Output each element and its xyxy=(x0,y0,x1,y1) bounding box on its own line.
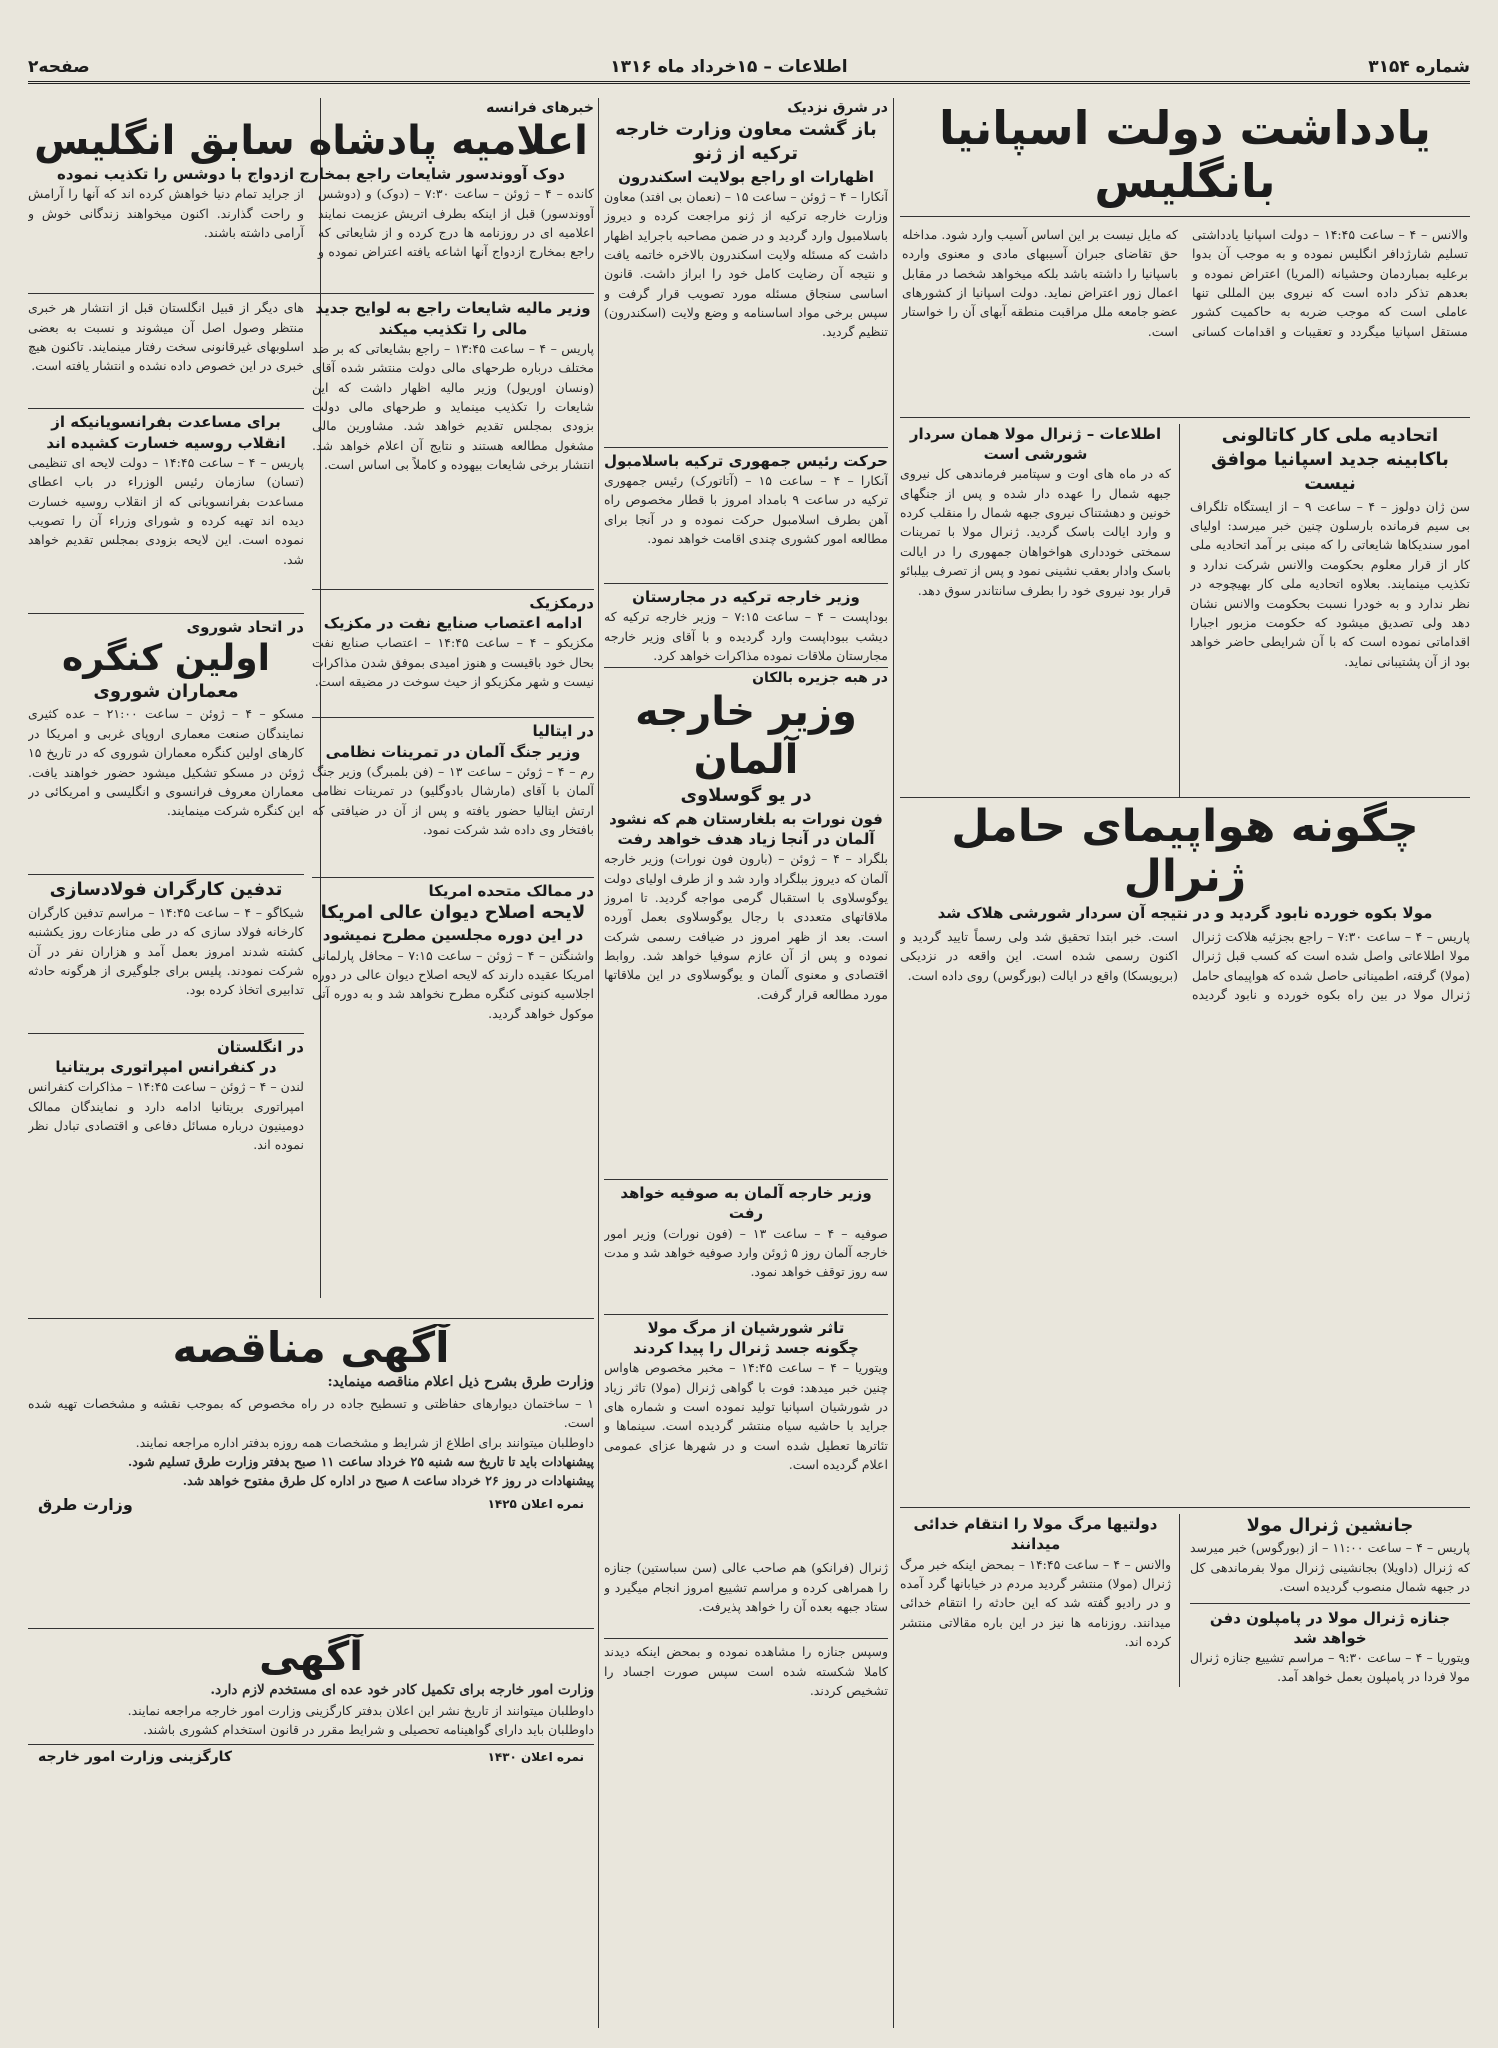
tender-title: آگهی مناقصه xyxy=(172,1324,450,1372)
subhead-found-body: چگونه جسد ژنرال را پیدا کردند xyxy=(633,1338,859,1357)
right-section xyxy=(900,98,1470,2033)
subhead-neurath: فون نورات به بلغارستان هم که نشود آلمان در آنجا زیاد هدف خواهد رفت xyxy=(609,809,883,848)
article-german-fm-sofia: صوفیه – ۴ – ساعت ۱۳ – (فون نورات) وزیر امور خارجه آلمان روز ۵ ژوئن وارد صوفیه خواهد شد و مدت سه روز توقف خواهد نمود. xyxy=(604,1225,888,1280)
issue-number: شماره ۳۱۵۴ xyxy=(1368,57,1470,77)
headline-ataturk-istanbul: حرکت رئیس جمهوری ترکیه باسلامبول xyxy=(604,447,888,471)
masthead xyxy=(28,54,1470,84)
advert-signature: کارگزینی وزارت امور خارجه xyxy=(38,1748,233,1765)
subhead-imperial-conference: در کنفرانس امپراتوری بریتانیا xyxy=(55,1058,277,1077)
subhead-windsor: دوک آووندسور شایعات راجع بمخارج ازدواج با دوشس را تکذیب نموده xyxy=(56,165,566,183)
headline-mexico: درمکزیک xyxy=(312,589,594,613)
headline-divine-revenge: دولتیها مرگ مولا را انتقام خدائی میدانند xyxy=(913,1515,1158,1554)
subhead-soviet-architects: معماران شوروی xyxy=(93,681,239,703)
advert-title: آگهی xyxy=(259,1634,363,1680)
subhead-congress-session: در این دوره مجلسین مطرح نمیشود xyxy=(322,926,584,945)
cordoba-article xyxy=(900,424,1180,797)
kicker-france: خبرهای فرانسه xyxy=(486,100,594,116)
article-turkey-hungary: بوداپست – ۴ – ساعت ۷:۱۵ – وزیر خارجه ترکیه که دیشب ببوداپست وارد گردیده و با آقای وزیر خارجه مجارستان ملاقات نموده مذاکرات خواهد کرد. xyxy=(604,609,888,664)
headline-turkey-hungary: وزیر خارجه ترکیه در مجارستان xyxy=(604,583,888,607)
left-inner-right xyxy=(312,294,594,1197)
headline-steelworkers: تدفین کارگران فولادسازی xyxy=(28,874,304,902)
article-mola-successor: پاریس – ۴ – ساعت ۱۱:۰۰ – از (بورگوس) خبر میرسد که ژنرال (داویلا) بجانشینی ژنرال مولا بفرماندهی کل در جبهه شمال منصوب گردیده است. xyxy=(1190,1540,1470,1595)
subhead-alexandretta: اظهارات او راجع بولایت اسکندرون xyxy=(618,167,874,186)
headline-german-fm-sofia: وزیر خارجه آلمان به صوفیه خواهد رفت xyxy=(604,1179,888,1224)
column-rule-1 xyxy=(893,98,894,2028)
advert-ref: نمره اعلان ۱۴۳۰ xyxy=(487,1749,584,1764)
advert-line-2: داوطلبان میتوانند از تاریخ نشر این اعلان بدفتر کارگزینی وزارت امور خارجه مراجعه نمایند. xyxy=(127,1702,594,1718)
headline-first-congress: اولین کنگره xyxy=(61,638,271,679)
headline-turkey-geneva: ترکیه از ژنو xyxy=(693,143,799,165)
mola-col-b xyxy=(900,1514,1180,1687)
headline-rebel-grief: تاثر شورشیان از مرگ مولا xyxy=(604,1314,888,1338)
headline-ex-king: اعلامیه پادشاه سابق انگلیس xyxy=(34,118,588,164)
page-number: صفحه۲ xyxy=(28,57,90,77)
tender-signature: وزارت طرق xyxy=(38,1494,133,1514)
article-franco-funeral: ژنرال (فرانکو) هم صاحب عالی (سن سباستین) جنازه را همراهی کرده و مراسم تشییع امروز انجام میگیرد و ستاد جبهه بعده آن را خواهد پذیرفت. xyxy=(604,1560,888,1614)
article-divine-revenge: والانس – ۴ – ساعت ۱۴:۴۵ – بمحض اینکه خبر مرگ ژنرال (مولا) منتشر گردید مردم در خیابانها گرد آمده و در رادیو گفته شد که این حادثه را انتقام خدائی میدانند. روزنامه ها نیز در این باره مقالاتی منتشر کرده اند. xyxy=(900,1556,1171,1650)
article-spain-note: والانس – ۴ – ساعت ۱۴:۴۵ – دولت اسپانیا یادداشتی تسلیم شارژدافر انگلیس نموده و به موجب آن بدوا برعلیه بمباردمان وحشیانه (المریا) اعتراض نموده و بعدهم تذکر داده است که نیروی بین المللی تنها عاملی است که موجب ضربه به حاکمیت کشور مستقل اسپانیا میگردد و تعقیبات و اقدامات کسانی که مایل نیست بر این اساس آسیب وارد شود. مداخله حق تقاضای جبران آسیبهای مادی و معنوی وارده باسپانیا را داشته باشد بلکه میخواهد شخصا در مقابل اعمال زور اعتراض نماید. دولت اسپانیا از کشورهای عضو جامعه ملل مراقبت منطقه آبهای آن را خواستار است. xyxy=(902,226,1468,339)
tender-line-2: ۱ – ساختمان دیوارهای حفاظتی و تسطیح جاده در راه مخصوص که بموجب نقشه و مشخصات تهیه شده است. xyxy=(28,1395,594,1431)
kicker-near-east: در شرق نزدیک xyxy=(787,100,888,116)
article-supreme-court: واشنگتن – ۴ – ژوئن – ساعت ۷:۱۵ – محافل پارلمانی امریکا عقیده دارند که لایحه اصلاح دیوان عالی در دوره اجلاسیه کنونی کنگره مطرح نخواهد شد و به دوره آتی موکول خواهد گردید. xyxy=(312,947,594,1021)
article-mola-burial: ویتوریا – ۴ – ساعت ۹:۳۰ – مراسم تشییع جنازه ژنرال مولا فردا در پامپلون بعمل خواهد آمد. xyxy=(1190,1650,1470,1685)
kicker-balkans: در هبه جزیره بالکان xyxy=(604,667,888,688)
paper-date: اطلاعات – ۱۵خرداد ماه ۱۳۱۶ xyxy=(610,57,848,77)
headline-catalonia: اتحادیه ملی کار کاتالونی باکابینه جدید اسپانیا موافق نیست xyxy=(1211,424,1449,495)
headline-mola-plane: چگونه هواپیمای حامل ژنرال xyxy=(951,800,1419,903)
tender-ref: نمره اعلان ۱۴۲۵ xyxy=(487,1497,584,1512)
headline-england: در انگلستان xyxy=(28,1033,304,1057)
article-finance-minister: پاریس – ۴ – ساعت ۱۳:۴۵ – راجع بشایعاتی که بر ضد مختلف درباره طرحهای مالی دولت منتشر شده آقای (ونسان اوریول) وزیر مالیه اظهار داشت که این شایعات را تکذیب مینماید و طرحهای مالی دولت بزودی بمجلس تقدیم خواهد شد. مشاورین مالی مشغول مطالعه هستند و نتایج آن اعلام خواهد شد. انتشار برخی شایعات بیهوده و کاملاً بی اساس است. xyxy=(312,340,594,472)
left-inner-left xyxy=(28,294,304,1197)
headline-italy: در ایتالیا xyxy=(312,717,594,741)
headline-mola-burial: جنازه ژنرال مولا در پامپلون دفن خواهد شد xyxy=(1190,1603,1470,1649)
ads-mid-rule xyxy=(28,1628,594,1629)
article-russia-claims: پاریس – ۴ – ساعت ۱۴:۴۵ – دولت لایحه ای تنظیمی (تسان) سازمان رئیس الوزراء در باب اعطای مساعدت بفرانسویانی که از انقلاب روسیه خسارت دیده اند تهیه کرده و شورای وزراء آن را تصویب نموده است. این لایحه بزودی بمجلس تقدیم خواهد شد. xyxy=(28,454,304,567)
headline-german-fm: وزیر خارجه آلمان xyxy=(635,689,857,784)
catalonia-article xyxy=(1190,424,1470,797)
tender-line-5: پیشنهادات در روز ۲۶ خرداد ساعت ۸ صبح در اداره کل طرق مفتوح خواهد شد. xyxy=(182,1473,594,1489)
article-ex-king: کانده – ۴ – ژوئن – ساعت ۷:۳۰ – (دوک) و (دوشس آووندسور) قبل از اینکه بطرف اتریش عزیمت نمایند اعلامیه ای در روزنامه ها درج کرده و از شایعاتی که راجع بمخارج ازدواج آنها اشاعه یافته اعتراض نموده و از جراید تمام دنیا خواهش کرده اند که آنها را آرامش و راحت گذارند. اکنون میخواهند زندگانی خوش و آرامی داشته باشند. xyxy=(28,184,594,294)
headline-usa: در ممالک متحده امریکا xyxy=(312,877,594,901)
tender-footer xyxy=(28,1491,594,1514)
tender-line-1: وزارت طرق بشرح ذیل اعلام مناقصه مینماید: xyxy=(327,1374,594,1391)
headline-mola-successor: جانشین ژنرال مولا xyxy=(1246,1515,1414,1537)
mola-plane-article xyxy=(900,797,1470,1507)
left-two-cols xyxy=(28,294,594,1197)
advert-footer xyxy=(28,1744,594,1765)
mola-col-a xyxy=(1190,1514,1470,1687)
mola-after-row xyxy=(900,1507,1470,1687)
tender-line-3: داوطلبان میتوانند برای اطلاع از شرایط و مشخصات همه روزه بدفتر اداره مراجعه نمایند. xyxy=(135,1434,594,1450)
article-uk-news: های دیگر از قبیل انگلستان قبل از انتشار هر خبری منتظر وصول اصل آن میشوند و نسبت به بعضی اسلوبهای غیرقانونی سخت رفتار مینمایند. تاکنون هیچ خبری در این خصوص داده نشده و انتشار یافته است. xyxy=(28,300,304,374)
advert-line-1: وزارت امور خارجه برای تکمیل کادر خود عده ای مستخدم لازم دارد. xyxy=(210,1682,594,1698)
headline-death-general: اطلاعات – ژنرال مولا همان سردار شورشی است xyxy=(909,424,1162,464)
article-ataturk-istanbul: آنکارا – ۴ – ساعت ۱۵ – (آتاتورک) رئیس جمهوری ترکیه در ساعت ۹ بامداد امروز با قطار مخصوص راه آهن بطرف اسلامبول حرکت نموده و در آنجا برای مطالعه امور کشوری چندی اقامت خواهد نمود. xyxy=(604,473,888,547)
article-german-war-minister: رم – ۴ – ژوئن – ساعت ۱۳ – (فن بلمبرگ) وزیر جنگ آلمان با آقای (مارشال بادوگلیو) در تمرینات نظامی ارتش ایتالیا حضور یافته و پس از آن در ضیافتی که بافتخار وی داده شد شرکت نمود. xyxy=(312,763,594,837)
tender-line-4: پیشنهادات باید تا تاریخ سه شنبه ۲۵ خرداد ساعت ۱۱ صبح بدفتر وزارت طرق تسلیم شود. xyxy=(127,1454,594,1470)
article-mola-plane: پاریس – ۴ – ساعت ۷:۳۰ – راجع بجزئیه هلاکت ژنرال مولا اطلاعاتی واصل شده است که کسب قبل ژنرال (مولا) گرفته، اطمینانی حاصل شده که هواپیمای حامل ژنرال مولا در بین راه بکوه خورده و نابود گردیده است. خبر ابتدا تحقیق شد ولی رسماً تایید گردید و اکنون رسمی شده است. این واقعه در نزدیکی (بریویسکا) واقع در ایالت (بورگوس) روی داده است. xyxy=(900,929,1470,1003)
article-turkey-return: آنکارا – ۴ – ژوئن – ساعت ۱۵ – (نعمان بی افتد) معاون وزارت خارجه ترکیه از ژنو مراجعت کرده و دیروز باسلامبول وارد گردید و در ضمن مصاحبه باجراید اظهار داشت که مسئله ولایت اسکندرون بالاخره خاتمه یافت و نتیجه آن رضایت کامل خود را ابراز داشت. قانون اساسی سنجاق مسئله مورد تصویب قرار گرفت و سپس برخی مواد اساسنامه و وضع ولایت (اسکندرون) تنظیم گردید. xyxy=(604,188,888,340)
headline-ussr: در اتحاد شوروی xyxy=(28,613,304,637)
article-death-general: که در ماه های اوت و سپتامبر فرماندهی کل نیروی جبهه شمال را عهده دار شده و پس از جنگهای خونین و دهشتناک نیروی جبهه شمال را منقلب کرده و وارد ایالت باسک گردید. ژنرال مولا با تمرینات سمختی خودداری هواخواهان جمهوری را در ایالت باسک وادار بعقب نشینی نمود و پس از تصرف بیلبائو قرار بود نیروی خود را بطرف سانتاندر سوق دهد. xyxy=(900,466,1171,598)
article-soviet-architects: مسکو – ۴ – ژوئن – ساعت ۲۱:۰۰ – عده کثیری نمایندگان صنعت معماری اروپای غربی و امریکا در کارهای اولین کنگره معماران شوروی که در تاریخ ۱۵ ژوئن در مسکو تشکیل میشود حضور خواهند یافت. معماران معروف فرانسوی و انگلیسی و امریکائی در این کنگره شرکت مینمایند. xyxy=(28,706,304,819)
article-body-identified: وسپس جنازه را مشاهده نموده و بمحض اینکه دیدند کاملا شکسته شده است سپس صورت اجساد را تشخیص کردند. xyxy=(604,1638,888,1700)
ads-top-rule xyxy=(28,1318,594,1319)
subhead-mola-plane: مولا بکوه خورده نابود گردید و در نتیجه آن سردار شورشی هلاک شد xyxy=(937,903,1433,922)
foreign-ministry-advert xyxy=(28,1634,594,1834)
subhead-yugoslavia: در یو گوسلاوی xyxy=(680,785,812,807)
tender-advert xyxy=(28,1324,594,1624)
column-rule-2 xyxy=(598,98,599,2028)
advert-line-3: داوطلبان باید دارای گواهینامه تحصیلی و شرایط مقرر در قانون استخدام کشوری باشند. xyxy=(143,1722,594,1738)
article-steelworkers: شیکاگو – ۴ – ساعت ۱۴:۴۵ – مراسم تدفین کارگران کارخانه فولاد سازی که در طی منازعات روز یکشنبه کشته شدند امروز بعمل آمد و هزاران نفر در آن شرکت نمودند. پلیس برای جلوگیری از هرگونه حادثه تدابیری اتخاذ کرده بود. xyxy=(28,904,304,998)
article-catalonia: سن ژان دولوز – ۴ – ساعت ۹ – از ایستگاه تلگراف بی سیم فرمانده بارسلون چنین خبر میرسد: اولیای امور سندیکاها شایعاتی را که مبنی بر آمد اتحادیه ملی کار از قرار معلوم بحکومت والانس شرکت ندارد و تکذیب مینمایند. بعلاوه اتحادیه ملی کار بهیچوجه در نظر ندارد و به خودرا نسبت بحکومت والانس نشان دهد ولی تصدیق میشود که حکومت مزبور اجبارا اقداماتی نموده است که با آن شرایطی حاضر خواهد بود از آن پشتیبانی نماید. xyxy=(1190,498,1470,669)
article-imperial-conference: لندن – ۴ – ژوئن – ساعت ۱۴:۴۵ – مذاکرات کنفرانس امپراتوری بریتانیا ادامه دارد و نمایندگان ممالک دومینیون درباره مسائل دفاعی و اقتصادی تبادل نظر نموده اند. xyxy=(28,1079,304,1153)
headline-turkey-return: باز گشت معاون وزارت خارجه xyxy=(615,119,877,140)
article-german-fm: بلگراد – ۴ – ژوئن – (بارون فون نورات) وزیر خارجه آلمان که دیروز ببلگراد وارد شد و از طرف اولیای دولت یوگوسلاوی با استقبال گرمی مواجه گردید. تا امروز ملاقاتهای متعددی با رجال یوگوسلاوی بعمل آورده است. بعد از ظهر امروز در ضیافت رسمی شرکت نموده و پس از آن عازم سوفیا خواهد شد. روابط اقتصادی و معنوی آلمان و یوگوسلاوی در این ملاقاتها مورد مطالعه قرار گرفت. xyxy=(604,851,888,1002)
headline-spain-note: یادداشت دولت اسپانیا بانگلیس xyxy=(900,98,1470,217)
article-mexico-oil: مکزیکو – ۴ – ساعت ۱۴:۴۵ – اعتصاب صنایع نفت بحال خود باقیست و هنوز امیدی بموفق شدن مذاکرات نیست و شهر مکزیکو از حیث سوخت در مضیقه است. xyxy=(312,635,594,689)
headline-finance-minister: وزیر مالیه شایعات راجع به لوایح جدید مالی را تکذیب میکند xyxy=(315,299,591,338)
subhead-mexico-oil: ادامه اعتصاب صنایع نفت در مکزیک xyxy=(323,614,583,632)
subhead-german-war-minister: وزیر جنگ آلمان در تمرینات نظامی xyxy=(325,742,581,761)
spain-sub-row xyxy=(900,417,1470,797)
left-section xyxy=(28,98,594,1318)
subhead-supreme-court: لایحه اصلاح دیوان عالی امریکا xyxy=(320,902,586,923)
article-rebel-grief: ویتوریا – ۴ – ساعت ۱۴:۴۵ – مخبر مخصوص هاواس چنین خبر میدهد: فوت با گواهی ژنرال (مولا) تاثر زیاد در شورشیان اسپانیا تولید نموده است و شماره های جراید با حاشیه سیاه منتشر گردیده است. سینماها و تئاترها تعطیل شده است و در شهرها عزای عمومی اعلام گردیده است. xyxy=(604,1360,888,1473)
middle-column xyxy=(604,98,888,2033)
headline-russia-claims: برای مساعدت بفرانسویانیکه از انقلاب روسیه خسارت کشیده اند xyxy=(28,408,304,453)
